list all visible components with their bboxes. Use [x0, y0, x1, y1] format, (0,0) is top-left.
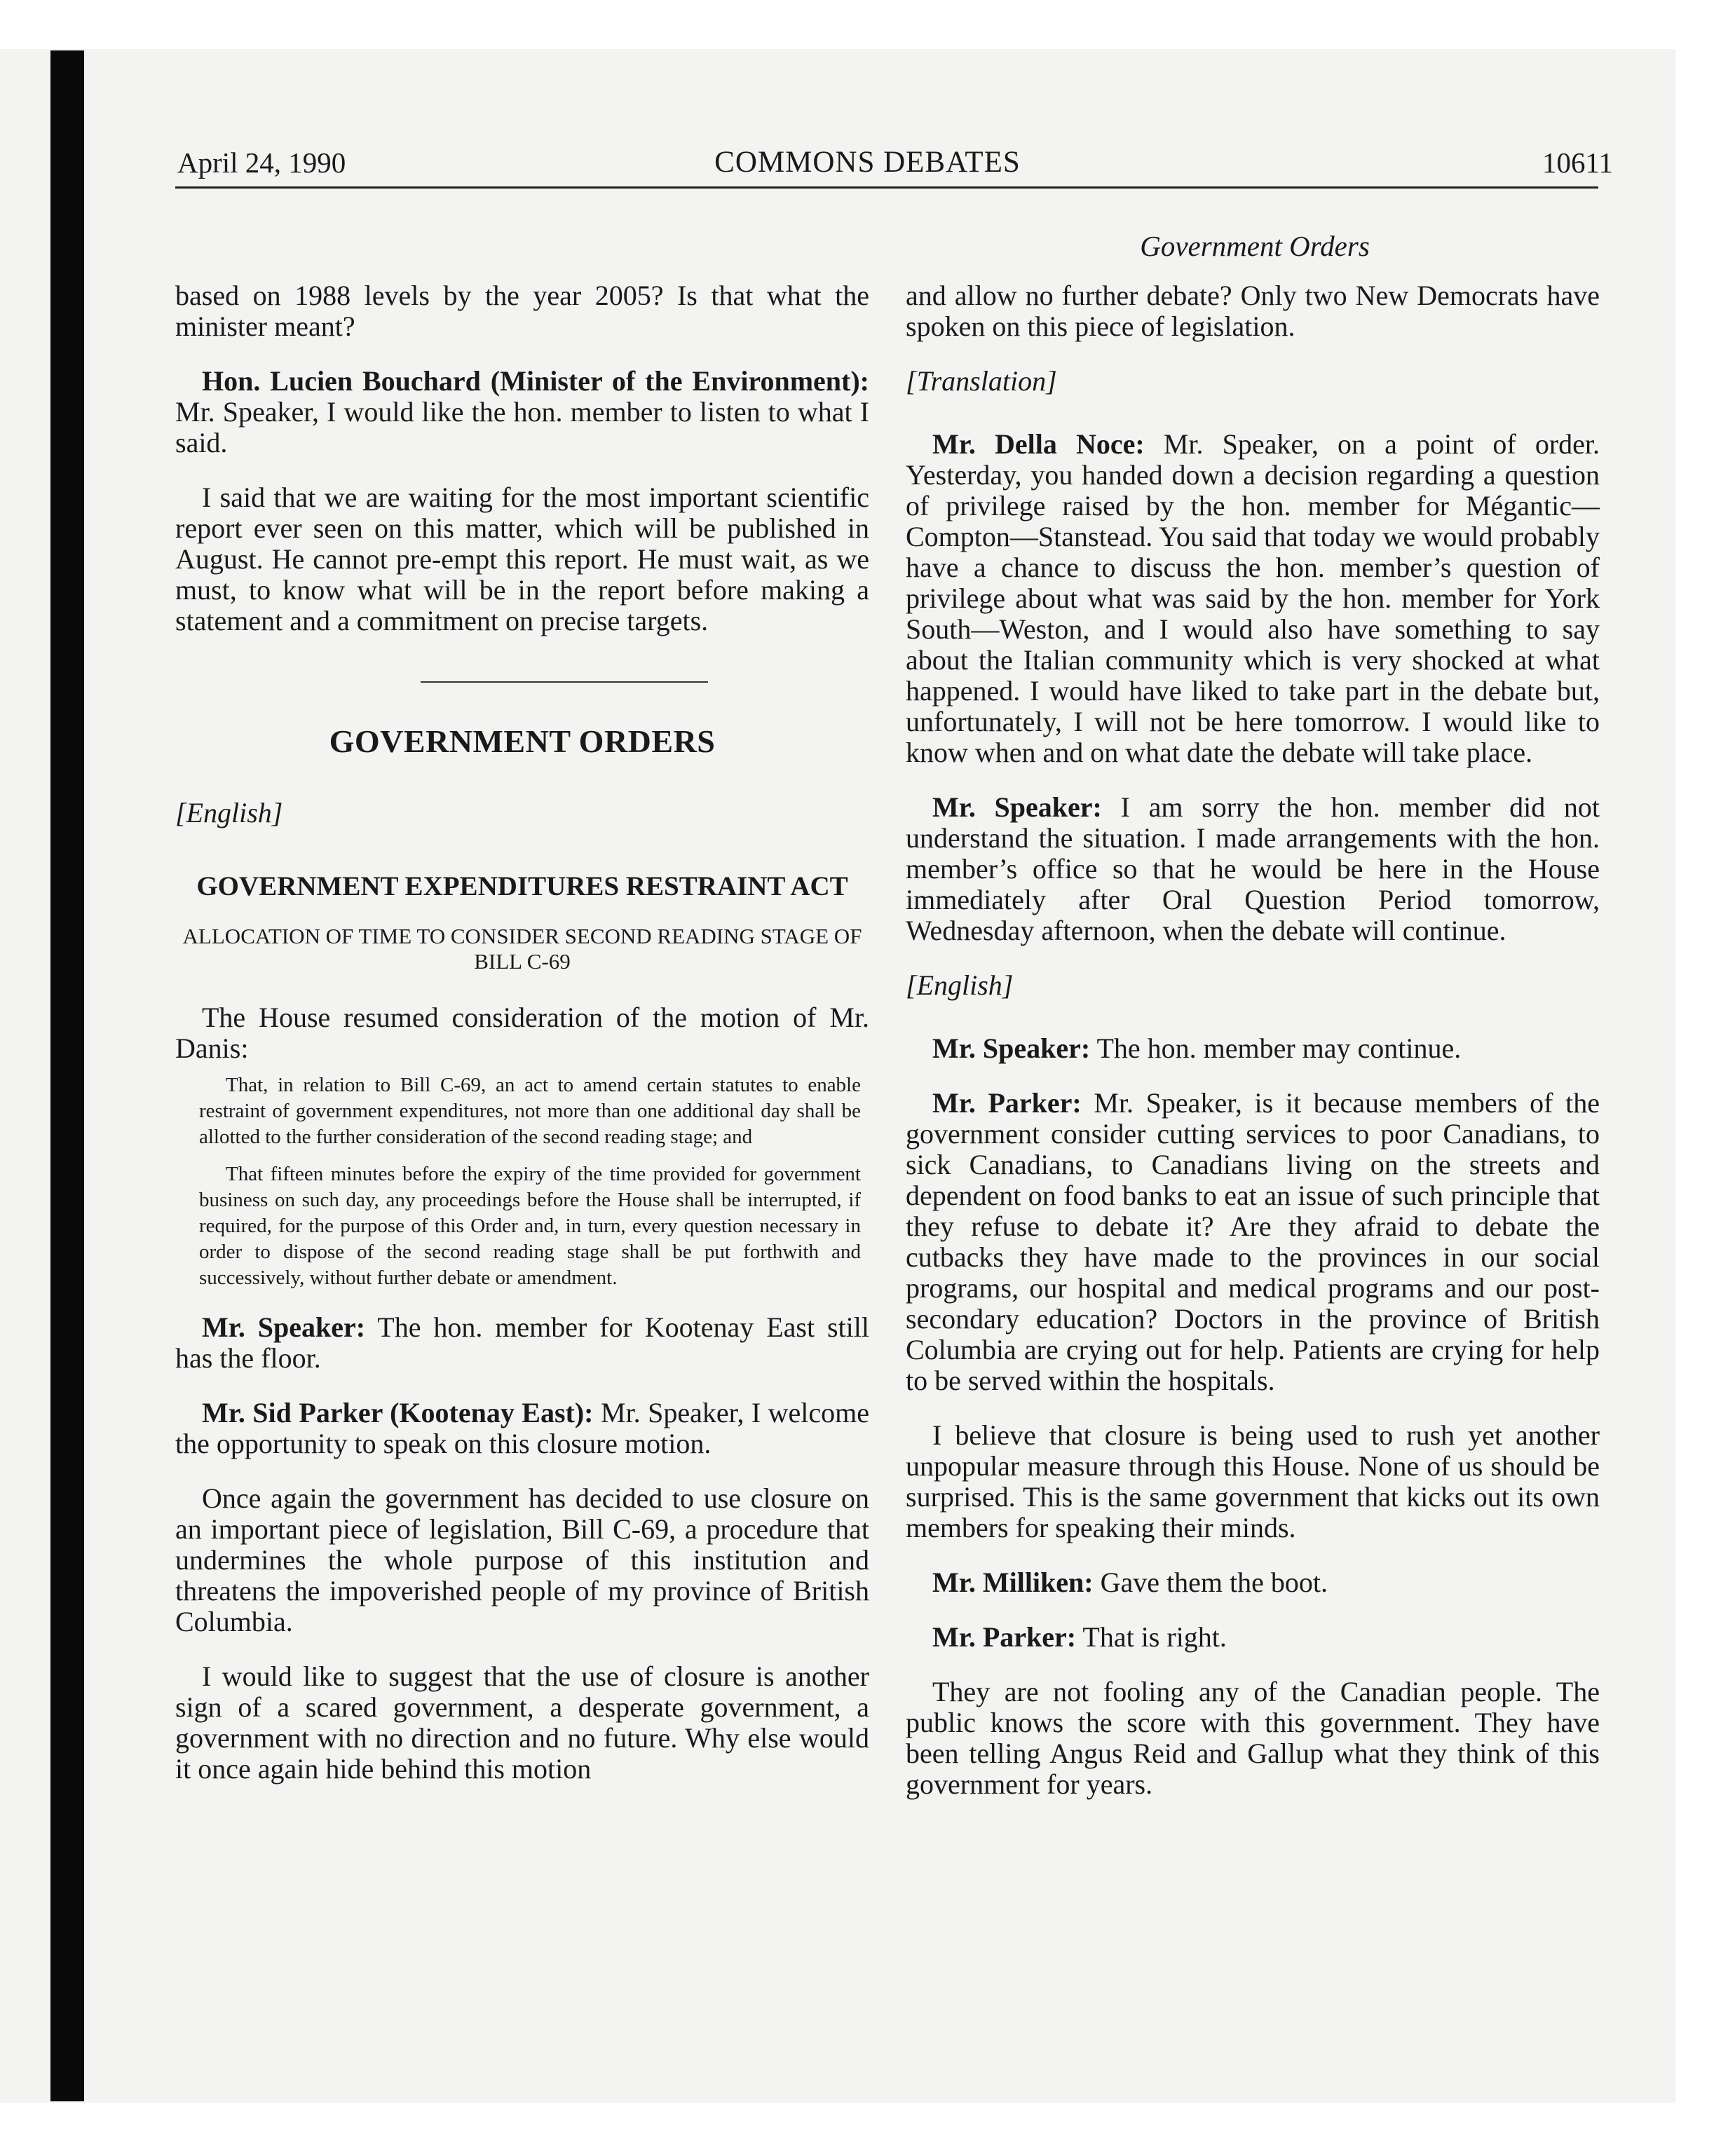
speaker-name: Mr. Speaker:: [932, 1032, 1091, 1064]
speaker-name: Mr. Sid Parker (Kootenay East):: [202, 1397, 594, 1428]
speech-paragraph: [175, 1312, 869, 1374]
speech-paragraph: [906, 1567, 1600, 1598]
speech-text: The hon. member for Kootenay East still has the floor.: [175, 1311, 870, 1374]
language-marker: [English]: [906, 969, 1014, 1001]
header-rule: [175, 186, 1598, 189]
left-column: [175, 280, 869, 1808]
paragraph: Once again the government has decided to use closure on an important piece of legislation, Bill C-69, a procedure that undermines the whole purpose of this institution and threatens the impoverished people of my province of British Columbia.: [175, 1482, 869, 1637]
motion-text: [175, 1072, 869, 1291]
speech-paragraph: [906, 1622, 1600, 1653]
speaker-name: Mr. Della Noce:: [932, 428, 1145, 460]
speech-paragraph: [906, 1033, 1600, 1064]
motion-clause: That fifteen minutes before the expiry of the time provided for government business on such day, any proceedings before the House shall be interrupted, if required, for the purpose of this Order and, in turn, every question necessary in order to dispose of the second reading stage shall be put forthwith and successively, without further debate or amendment.: [199, 1163, 861, 1289]
language-marker: [English]: [175, 797, 283, 828]
right-column: [906, 280, 1600, 1824]
paragraph: I believe that closure is being used to rush yet another unpopular measure through this House. None of us should be surprised. This is the same government that kicks out its own members for speaking their minds.: [906, 1419, 1600, 1543]
speech-text: Mr. Speaker, I would like the hon. member to listen to what I said.: [175, 396, 869, 458]
subheading: ALLOCATION OF TIME TO CONSIDER SECOND READING STAGE OF BILL C-69: [182, 924, 862, 974]
header-title: COMMONS DEBATES: [714, 146, 1021, 179]
speech-text: I am sorry the hon. member did not understand the situation. I made arrangements with the hon. member’s office so that he would be here in the House immediately after Oral Question Period tomorrow, Wednesday afternoon, when the debate will continue.: [906, 791, 1600, 946]
language-marker: [Translation]: [906, 365, 1057, 397]
speech-text: Gave them the boot.: [1100, 1567, 1328, 1598]
speech-text: That is right.: [1082, 1621, 1227, 1653]
motion-clause: That, in relation to Bill C-69, an act to amend certain statutes to enable restraint of government expenditures, not more than one additional day shall be allotted to the further consideration of the second reading stage; and: [199, 1074, 861, 1148]
speaker-name: Mr. Milliken:: [932, 1567, 1094, 1598]
section-title: GOVERNMENT ORDERS: [329, 723, 716, 759]
paragraph: and allow no further debate? Only two New Democrats have spoken on this piece of legislation.: [906, 280, 1600, 342]
speech-paragraph: [906, 429, 1600, 768]
paragraph: based on 1988 levels by the year 2005? Is that what the minister meant?: [175, 280, 869, 342]
page-number: 10611: [1542, 146, 1613, 179]
paragraph: I said that we are waiting for the most important scientific report ever seen on this matter, which will be published in August. He cannot pre-empt this report. He must wait, as we must, to know what will be in the report before making a statement and a commitment on precise targets.: [175, 482, 869, 636]
header-date: April 24, 1990: [177, 146, 346, 179]
speaker-name: Mr. Parker:: [932, 1087, 1082, 1119]
speech-text: Mr. Speaker, is it because members of the government consider cutting services to poor Canadians, to sick Canadians, to Canadians living on the streets and dependent on food banks to eat an issue of such principle that they refuse to debate it? Are they afraid to debate the cutbacks they have made to the provinces in our social programs, our hospital and medical programs and our post-secondary education? Doctors in the province of British Columbia are crying out for help. Patients are crying for help to be served within the hospitals.: [906, 1087, 1600, 1396]
running-head: Government Orders: [1140, 230, 1370, 262]
speaker-name: Mr. Speaker:: [932, 791, 1102, 823]
speaker-name: Mr. Parker:: [932, 1621, 1077, 1653]
speech-text: Mr. Speaker, on a point of order. Yesterday, you handed down a decision regarding a question of privilege raised by the hon. member for Mégantic—Compton—Stanstead. You said that today we would probably have a chance to discuss the hon. member’s question of privilege about what was said by the hon. member for York South—Weston, and I would also have something to say about the Italian community which is very shocked at what happened. I would have liked to take part in the debate but, unfortunately, I will not be here tomorrow. I would like to know when and on what date the debate will take place.: [906, 428, 1600, 768]
paragraph: I would like to suggest that the use of closure is another sign of a scared government, a desperate government, a government with no direction and no future. Why else would it once again hide behind this motion: [175, 1660, 869, 1785]
paragraph: They are not fooling any of the Canadian people. The public knows the score with this government. They have been telling Angus Reid and Gallup what they think of this government for years.: [906, 1676, 1600, 1800]
speech-paragraph: [906, 1088, 1600, 1396]
speech-paragraph: [175, 1398, 869, 1459]
speech-text: Mr. Speaker, I welcome the opportunity to speak on this closure motion.: [175, 1397, 870, 1459]
speaker-name: Mr. Speaker:: [202, 1311, 366, 1343]
speech-paragraph: [906, 792, 1600, 946]
speech-text: The hon. member may continue.: [1096, 1032, 1462, 1064]
section-divider: [421, 681, 708, 683]
speaker-name: Hon. Lucien Bouchard (Minister of the Environment):: [202, 365, 869, 397]
act-title: GOVERNMENT EXPENDITURES RESTRAINT ACT: [196, 871, 848, 901]
paragraph: The House resumed consideration of the motion of Mr. Danis:: [175, 1002, 869, 1064]
speech-paragraph: [175, 366, 869, 458]
